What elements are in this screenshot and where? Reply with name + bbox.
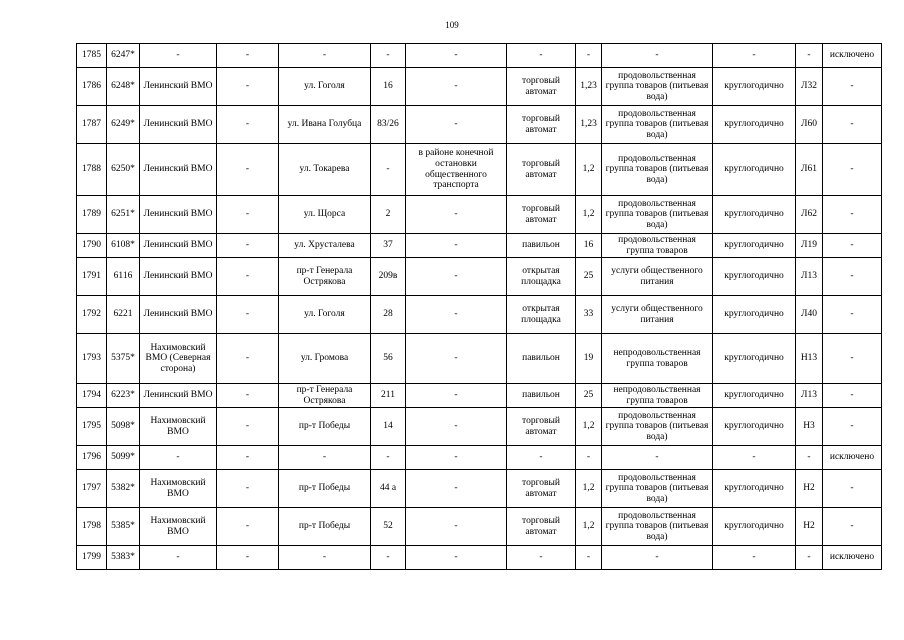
cell-house-number: 2 bbox=[371, 196, 406, 234]
cell-col-4: - bbox=[217, 470, 279, 508]
cell-address-street: пр-т Победы bbox=[279, 470, 371, 508]
table-row bbox=[77, 144, 882, 196]
cell-specialization: продовольственная группа товаров bbox=[602, 234, 713, 258]
cell-district: Нахимовский ВМО bbox=[140, 470, 217, 508]
cell-address-street: пр-т Победы bbox=[279, 408, 371, 446]
cell-col-4: - bbox=[217, 106, 279, 144]
cell-operating-period: - bbox=[713, 44, 796, 68]
cell-operating-period: круглогодично bbox=[713, 408, 796, 446]
cell-specialization: продовольственная группа товаров (питьевая вода) bbox=[602, 144, 713, 196]
cell-scheme-code: Л13 bbox=[796, 384, 823, 408]
cell-house-number: 14 bbox=[371, 408, 406, 446]
cell-location-note: - bbox=[406, 258, 507, 296]
cell-location-note: - bbox=[406, 408, 507, 446]
cell-area: 1,2 bbox=[576, 470, 602, 508]
cell-address-street: ул. Гоголя bbox=[279, 296, 371, 334]
table-row bbox=[77, 196, 882, 234]
table-row bbox=[77, 408, 882, 446]
cell-object-number: 6221 bbox=[107, 296, 140, 334]
cell-area: 1,2 bbox=[576, 508, 602, 546]
cell-area: 25 bbox=[576, 258, 602, 296]
cell-status: - bbox=[823, 408, 882, 446]
cell-status: исключено bbox=[823, 446, 882, 470]
table-row bbox=[77, 258, 882, 296]
cell-object-number: 6248* bbox=[107, 68, 140, 106]
cell-col-4: - bbox=[217, 296, 279, 334]
cell-col-4: - bbox=[217, 384, 279, 408]
cell-scheme-code: Л19 bbox=[796, 234, 823, 258]
cell-location-note: - bbox=[406, 44, 507, 68]
cell-location-note: - bbox=[406, 546, 507, 570]
cell-district: - bbox=[140, 44, 217, 68]
cell-address-street: ул. Громова bbox=[279, 334, 371, 384]
cell-row-number: 1795 bbox=[77, 408, 107, 446]
cell-scheme-code: Л40 bbox=[796, 296, 823, 334]
cell-object-type: - bbox=[507, 44, 576, 68]
cell-area: 1,23 bbox=[576, 68, 602, 106]
cell-object-type: торговый автомат bbox=[507, 508, 576, 546]
cell-object-type: торговый автомат bbox=[507, 68, 576, 106]
table-row bbox=[77, 446, 882, 470]
cell-house-number: 211 bbox=[371, 384, 406, 408]
cell-operating-period: круглогодично bbox=[713, 334, 796, 384]
cell-object-number: 6108* bbox=[107, 234, 140, 258]
cell-row-number: 1794 bbox=[77, 384, 107, 408]
cell-house-number: 56 bbox=[371, 334, 406, 384]
cell-district: Ленинский ВМО bbox=[140, 234, 217, 258]
cell-col-4: - bbox=[217, 334, 279, 384]
cell-status: - bbox=[823, 106, 882, 144]
cell-row-number: 1793 bbox=[77, 334, 107, 384]
cell-specialization: услуги общественного питания bbox=[602, 296, 713, 334]
cell-col-4: - bbox=[217, 258, 279, 296]
cell-object-type: торговый автомат bbox=[507, 106, 576, 144]
cell-row-number: 1787 bbox=[77, 106, 107, 144]
cell-row-number: 1790 bbox=[77, 234, 107, 258]
cell-object-number: 5383* bbox=[107, 546, 140, 570]
cell-object-type: павильон bbox=[507, 234, 576, 258]
cell-row-number: 1797 bbox=[77, 470, 107, 508]
cell-operating-period: круглогодично bbox=[713, 470, 796, 508]
cell-row-number: 1799 bbox=[77, 546, 107, 570]
cell-status: - bbox=[823, 508, 882, 546]
cell-address-street: ул. Щорса bbox=[279, 196, 371, 234]
cell-location-note: - bbox=[406, 384, 507, 408]
cell-object-type: торговый автомат bbox=[507, 470, 576, 508]
cell-status: - bbox=[823, 296, 882, 334]
cell-house-number: 209в bbox=[371, 258, 406, 296]
cell-object-number: 6223* bbox=[107, 384, 140, 408]
table-row bbox=[77, 296, 882, 334]
cell-specialization: - bbox=[602, 44, 713, 68]
cell-operating-period: круглогодично bbox=[713, 234, 796, 258]
cell-location-note: - bbox=[406, 106, 507, 144]
cell-object-number: 5098* bbox=[107, 408, 140, 446]
cell-scheme-code: Н2 bbox=[796, 470, 823, 508]
cell-location-note: - bbox=[406, 334, 507, 384]
table-row bbox=[77, 384, 882, 408]
cell-col-4: - bbox=[217, 144, 279, 196]
cell-scheme-code: - bbox=[796, 44, 823, 68]
cell-house-number: 52 bbox=[371, 508, 406, 546]
cell-location-note: - bbox=[406, 508, 507, 546]
cell-operating-period: круглогодично bbox=[713, 144, 796, 196]
cell-row-number: 1788 bbox=[77, 144, 107, 196]
cell-area: - bbox=[576, 546, 602, 570]
table-row bbox=[77, 470, 882, 508]
table-body bbox=[77, 44, 882, 570]
cell-specialization: непродовольственная группа товаров bbox=[602, 334, 713, 384]
cell-scheme-code: Л61 bbox=[796, 144, 823, 196]
cell-object-type: павильон bbox=[507, 384, 576, 408]
cell-scheme-code: Л62 bbox=[796, 196, 823, 234]
cell-object-number: 6249* bbox=[107, 106, 140, 144]
cell-object-type: открытая площадка bbox=[507, 296, 576, 334]
cell-object-number: 6251* bbox=[107, 196, 140, 234]
table-row bbox=[77, 44, 882, 68]
cell-col-4: - bbox=[217, 68, 279, 106]
cell-col-4: - bbox=[217, 196, 279, 234]
cell-object-number: 6250* bbox=[107, 144, 140, 196]
cell-house-number: 37 bbox=[371, 234, 406, 258]
cell-location-note: - bbox=[406, 234, 507, 258]
cell-address-street: - bbox=[279, 446, 371, 470]
cell-operating-period: круглогодично bbox=[713, 258, 796, 296]
cell-location-note: - bbox=[406, 446, 507, 470]
cell-specialization: продовольственная группа товаров (питьевая вода) bbox=[602, 470, 713, 508]
cell-specialization: продовольственная группа товаров (питьевая вода) bbox=[602, 106, 713, 144]
cell-district: Ленинский ВМО bbox=[140, 68, 217, 106]
cell-house-number: 28 bbox=[371, 296, 406, 334]
cell-object-number: 5375* bbox=[107, 334, 140, 384]
cell-area: 1,2 bbox=[576, 196, 602, 234]
cell-operating-period: круглогодично bbox=[713, 384, 796, 408]
cell-specialization: - bbox=[602, 546, 713, 570]
cell-operating-period: - bbox=[713, 446, 796, 470]
cell-house-number: - bbox=[371, 144, 406, 196]
cell-object-number: 5099* bbox=[107, 446, 140, 470]
cell-specialization: - bbox=[602, 446, 713, 470]
cell-district: Ленинский ВМО bbox=[140, 258, 217, 296]
cell-row-number: 1796 bbox=[77, 446, 107, 470]
cell-area: 25 bbox=[576, 384, 602, 408]
cell-area: 33 bbox=[576, 296, 602, 334]
cell-address-street: пр-т Генерала Острякова bbox=[279, 384, 371, 408]
cell-scheme-code: - bbox=[796, 546, 823, 570]
cell-row-number: 1792 bbox=[77, 296, 107, 334]
cell-scheme-code: Л32 bbox=[796, 68, 823, 106]
cell-row-number: 1785 bbox=[77, 44, 107, 68]
cell-house-number: 44 а bbox=[371, 470, 406, 508]
cell-house-number: - bbox=[371, 546, 406, 570]
cell-specialization: услуги общественного питания bbox=[602, 258, 713, 296]
cell-object-number: 6116 bbox=[107, 258, 140, 296]
cell-operating-period: круглогодично bbox=[713, 106, 796, 144]
cell-area: 19 bbox=[576, 334, 602, 384]
cell-address-street: ул. Ивана Голубца bbox=[279, 106, 371, 144]
cell-district: Ленинский ВМО bbox=[140, 106, 217, 144]
cell-address-street: ул. Токарева bbox=[279, 144, 371, 196]
cell-specialization: продовольственная группа товаров (питьевая вода) bbox=[602, 408, 713, 446]
cell-house-number: 16 bbox=[371, 68, 406, 106]
cell-area: 1,2 bbox=[576, 144, 602, 196]
cell-scheme-code: Л13 bbox=[796, 258, 823, 296]
cell-scheme-code: - bbox=[796, 446, 823, 470]
cell-status: - bbox=[823, 234, 882, 258]
cell-status: - bbox=[823, 470, 882, 508]
cell-operating-period: круглогодично bbox=[713, 296, 796, 334]
cell-location-note: - bbox=[406, 296, 507, 334]
cell-status: - bbox=[823, 334, 882, 384]
cell-specialization: продовольственная группа товаров (питьевая вода) bbox=[602, 68, 713, 106]
cell-col-4: - bbox=[217, 44, 279, 68]
cell-status: - bbox=[823, 196, 882, 234]
cell-operating-period: круглогодично bbox=[713, 68, 796, 106]
cell-col-4: - bbox=[217, 234, 279, 258]
cell-district: Нахимовский ВМО bbox=[140, 408, 217, 446]
cell-object-type: торговый автомат bbox=[507, 196, 576, 234]
cell-district: Ленинский ВМО bbox=[140, 144, 217, 196]
cell-object-number: 5382* bbox=[107, 470, 140, 508]
table-row bbox=[77, 334, 882, 384]
cell-col-4: - bbox=[217, 546, 279, 570]
page-number: 109 bbox=[445, 20, 459, 30]
cell-area: - bbox=[576, 44, 602, 68]
cell-address-street: пр-т Победы bbox=[279, 508, 371, 546]
cell-operating-period: круглогодично bbox=[713, 196, 796, 234]
cell-status: - bbox=[823, 384, 882, 408]
cell-operating-period: - bbox=[713, 546, 796, 570]
cell-object-type: торговый автомат bbox=[507, 144, 576, 196]
cell-status: исключено bbox=[823, 546, 882, 570]
cell-scheme-code: Л60 bbox=[796, 106, 823, 144]
cell-address-street: ул. Гоголя bbox=[279, 68, 371, 106]
cell-object-type: открытая площадка bbox=[507, 258, 576, 296]
cell-location-note: - bbox=[406, 196, 507, 234]
cell-district: - bbox=[140, 446, 217, 470]
cell-status: исключено bbox=[823, 44, 882, 68]
cell-object-number: 5385* bbox=[107, 508, 140, 546]
table-row bbox=[77, 68, 882, 106]
registry-table bbox=[76, 43, 882, 570]
cell-specialization: продовольственная группа товаров (питьевая вода) bbox=[602, 196, 713, 234]
cell-col-4: - bbox=[217, 408, 279, 446]
cell-scheme-code: Н13 bbox=[796, 334, 823, 384]
cell-district: Нахимовский ВМО bbox=[140, 508, 217, 546]
cell-house-number: - bbox=[371, 446, 406, 470]
cell-address-street: - bbox=[279, 44, 371, 68]
cell-row-number: 1798 bbox=[77, 508, 107, 546]
table-row bbox=[77, 508, 882, 546]
cell-object-number: 6247* bbox=[107, 44, 140, 68]
cell-house-number: - bbox=[371, 44, 406, 68]
cell-scheme-code: Н3 bbox=[796, 408, 823, 446]
cell-row-number: 1791 bbox=[77, 258, 107, 296]
cell-area: 1,23 bbox=[576, 106, 602, 144]
cell-location-note: - bbox=[406, 68, 507, 106]
cell-location-note: - bbox=[406, 470, 507, 508]
cell-address-street: пр-т Генерала Острякова bbox=[279, 258, 371, 296]
cell-row-number: 1789 bbox=[77, 196, 107, 234]
cell-address-street: - bbox=[279, 546, 371, 570]
cell-status: - bbox=[823, 68, 882, 106]
cell-object-type: - bbox=[507, 546, 576, 570]
cell-specialization: непродовольственная группа товаров bbox=[602, 384, 713, 408]
cell-district: Ленинский ВМО bbox=[140, 296, 217, 334]
table-row bbox=[77, 106, 882, 144]
cell-operating-period: круглогодично bbox=[713, 508, 796, 546]
cell-row-number: 1786 bbox=[77, 68, 107, 106]
cell-district: Ленинский ВМО bbox=[140, 384, 217, 408]
cell-house-number: 83/26 bbox=[371, 106, 406, 144]
cell-address-street: ул. Хрусталева bbox=[279, 234, 371, 258]
cell-scheme-code: Н2 bbox=[796, 508, 823, 546]
cell-location-note: в районе конечной остановки общественного транспорта bbox=[406, 144, 507, 196]
cell-area: - bbox=[576, 446, 602, 470]
cell-object-type: торговый автомат bbox=[507, 408, 576, 446]
cell-status: - bbox=[823, 258, 882, 296]
cell-status: - bbox=[823, 144, 882, 196]
cell-district: - bbox=[140, 546, 217, 570]
cell-col-4: - bbox=[217, 508, 279, 546]
cell-area: 16 bbox=[576, 234, 602, 258]
cell-area: 1,2 bbox=[576, 408, 602, 446]
cell-object-type: павильон bbox=[507, 334, 576, 384]
table-row bbox=[77, 234, 882, 258]
cell-district: Нахимовский ВМО (Северная сторона) bbox=[140, 334, 217, 384]
table-row bbox=[77, 546, 882, 570]
cell-object-type: - bbox=[507, 446, 576, 470]
cell-col-4: - bbox=[217, 446, 279, 470]
cell-district: Ленинский ВМО bbox=[140, 196, 217, 234]
cell-specialization: продовольственная группа товаров (питьевая вода) bbox=[602, 508, 713, 546]
